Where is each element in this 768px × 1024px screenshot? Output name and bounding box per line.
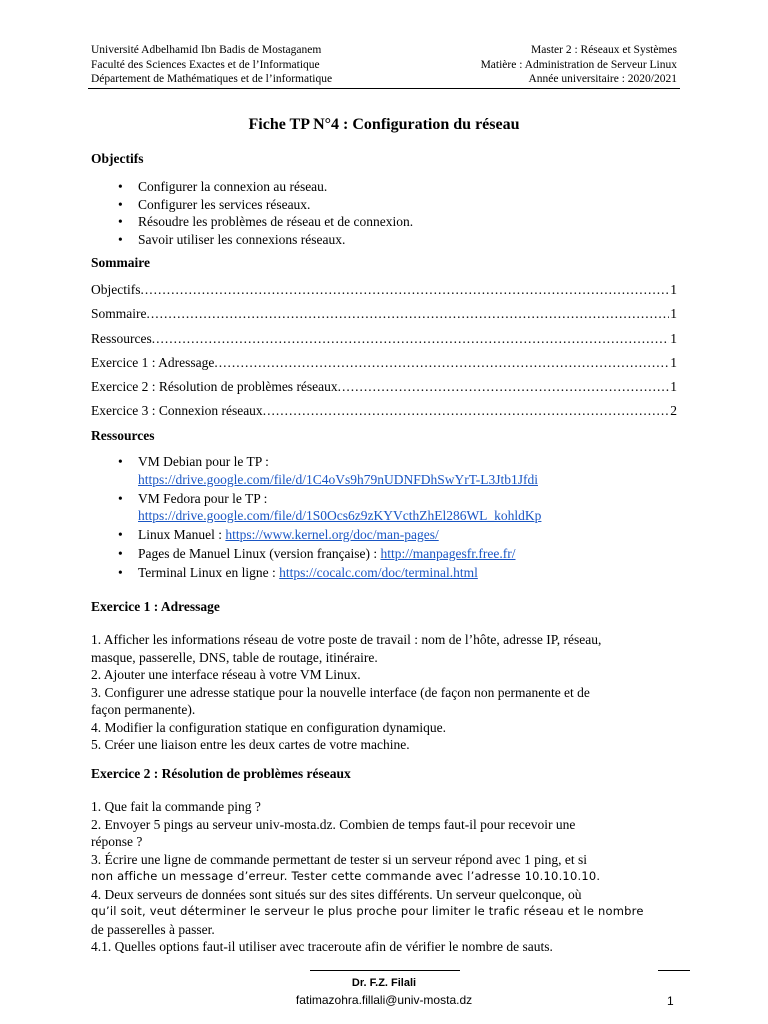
toc-entry[interactable] — [91, 403, 677, 427]
text-line: 3. Écrire une ligne de commande permettant de tester si un serveur répond avec 1 ping, et si — [91, 851, 587, 867]
toc-entry-page: 1 — [670, 282, 677, 297]
text-line: 4. Modifier la configuration statique en configuration dynamique. — [91, 719, 447, 735]
text-line: 1. Afficher les informations réseau de votre poste de travail : nom de l’hôte, adresse IP, réseau, — [91, 632, 602, 647]
list-item — [118, 545, 541, 563]
text-line: 4.1. Quelles options faut-il utiliser avec traceroute afin de vérifier le nombre de sauts. — [91, 939, 553, 954]
header-institution — [91, 43, 332, 87]
toc-entry-label: Exercice 2 : Résolution de problèmes réseaux — [91, 379, 338, 395]
footer-divider — [310, 970, 460, 971]
text-line: qu’il soit, veut déterminer le serveur le plus proche pour limiter le trafic réseau et le nombre — [91, 904, 644, 918]
header-faculty: Faculté des Sciences Exactes et de l’Informatique — [91, 58, 320, 71]
list-item: • Configurer la connexion au réseau. — [118, 178, 413, 196]
exercice2-heading: Exercice 2 : Résolution de problèmes réseaux — [91, 766, 351, 781]
header-department: Département de Mathématiques et de l’informatique — [91, 73, 333, 85]
text-line: réponse ? — [91, 834, 143, 849]
toc-entry[interactable] — [91, 355, 677, 379]
sommaire-heading: Sommaire — [91, 255, 150, 270]
objectifs-list — [118, 178, 413, 248]
list-item — [118, 453, 541, 488]
header-program: Master 2 : Réseaux et Systèmes — [531, 44, 677, 56]
header-year: Année universitaire : 2020/2021 — [528, 73, 677, 85]
page-header — [91, 43, 677, 87]
list-item — [118, 564, 541, 582]
resource-label: Terminal Linux en ligne : — [138, 565, 280, 580]
text-line: 1. Que fait la commande ping ? — [91, 799, 261, 814]
header-course-info — [481, 43, 677, 87]
text-line: non affiche un message d’erreur. Tester cette commande avec l’adresse 10.10.10.10. — [91, 869, 601, 883]
fedora-vm-link[interactable]: https://drive.google.com/file/d/1S0Ocs6z9zKYVcthZhEl286WL_kohldKp — [138, 508, 542, 523]
toc-entry-page: 1 — [670, 379, 677, 395]
kernel-man-link[interactable]: https://www.kernel.org/doc/man-pages/ — [225, 527, 439, 542]
toc-entry[interactable] — [91, 282, 677, 306]
toc-entry-label: Sommaire — [91, 306, 147, 322]
exercice1-heading: Exercice 1 : Adressage — [91, 599, 220, 614]
toc-entry-page: 2 — [670, 403, 677, 419]
text-line: 2. Ajouter une interface réseau à votre VM Linux. — [91, 667, 361, 682]
footer-email: fatimazohra.fillali@univ-mosta.dz — [295, 993, 473, 1007]
resource-label: Pages de Manuel Linux (version française) : — [138, 546, 381, 561]
header-university: Université Adbelhamid Ibn Badis de Mostaganem — [91, 44, 322, 56]
objectifs-heading: Objectifs — [91, 151, 144, 166]
footer-divider — [658, 970, 690, 971]
exercice2-body — [91, 798, 681, 956]
list-item: • Résoudre les problèmes de réseau et de connexion. — [118, 213, 413, 231]
ressources-heading: Ressources — [91, 428, 155, 443]
list-item — [118, 490, 541, 525]
footer-author: Dr. F.Z. Filali — [351, 977, 417, 989]
toc-entry[interactable] — [91, 331, 677, 355]
page-footer — [0, 975, 768, 1009]
text-line: 3. Configurer une adresse statique pour la nouvelle interface (de façon non permanente et de — [91, 684, 590, 700]
resource-label: Linux Manuel : — [138, 527, 226, 542]
text-line: de passerelles à passer. — [91, 921, 215, 937]
toc-entry[interactable] — [91, 379, 677, 403]
resource-label: • VM Fedora pour le TP : — [138, 490, 268, 506]
text-line: 5. Créer une liaison entre les deux cartes de votre machine. — [91, 737, 410, 752]
ressources-list — [118, 453, 541, 583]
toc-entry-page: 1 — [670, 306, 677, 322]
debian-vm-link[interactable]: https://drive.google.com/file/d/1C4oVs9h79nUDNFDhSwYrT-L3Jtb1Jfdi — [138, 471, 538, 487]
manpagesfr-link[interactable]: http://manpagesfr.free.fr/ — [380, 546, 516, 561]
header-divider — [88, 88, 680, 89]
page-number: 1 — [667, 994, 674, 1008]
toc-entry-label: Exercice 3 : Connexion réseaux — [91, 403, 263, 419]
header-subject: Matière : Administration de Serveur Linux — [480, 58, 677, 71]
list-item: • Configurer les services réseaux. — [118, 196, 413, 214]
cocalc-terminal-link[interactable]: https://cocalc.com/doc/terminal.html — [279, 565, 478, 580]
resource-label: • VM Debian pour le TP : — [138, 454, 269, 469]
exercice1-body — [91, 631, 681, 754]
toc-entry-label: Ressources — [91, 330, 152, 346]
toc-entry-page: 1 — [670, 354, 677, 370]
toc-entry-label: Exercice 1 : Adressage — [91, 354, 215, 370]
page-title: Fiche TP N°4 : Configuration du réseau — [248, 116, 520, 133]
text-line: masque, passerelle, DNS, table de routage, itinéraire. — [91, 649, 378, 665]
text-line: 2. Envoyer 5 pings au serveur univ-mosta.dz. Combien de temps faut-il pour recevoir une — [91, 816, 576, 832]
toc-entry[interactable] — [91, 306, 677, 330]
table-of-contents — [91, 282, 677, 428]
toc-entry-page: 1 — [670, 330, 677, 346]
toc-entry-label: Objectifs — [91, 282, 141, 297]
text-line: 4. Deux serveurs de données sont situés sur des sites différents. Un serveur quelconque, où — [91, 886, 582, 902]
list-item — [118, 526, 541, 544]
list-item: • Savoir utiliser les connexions réseaux. — [118, 231, 413, 249]
text-line: façon permanente). — [91, 702, 196, 717]
